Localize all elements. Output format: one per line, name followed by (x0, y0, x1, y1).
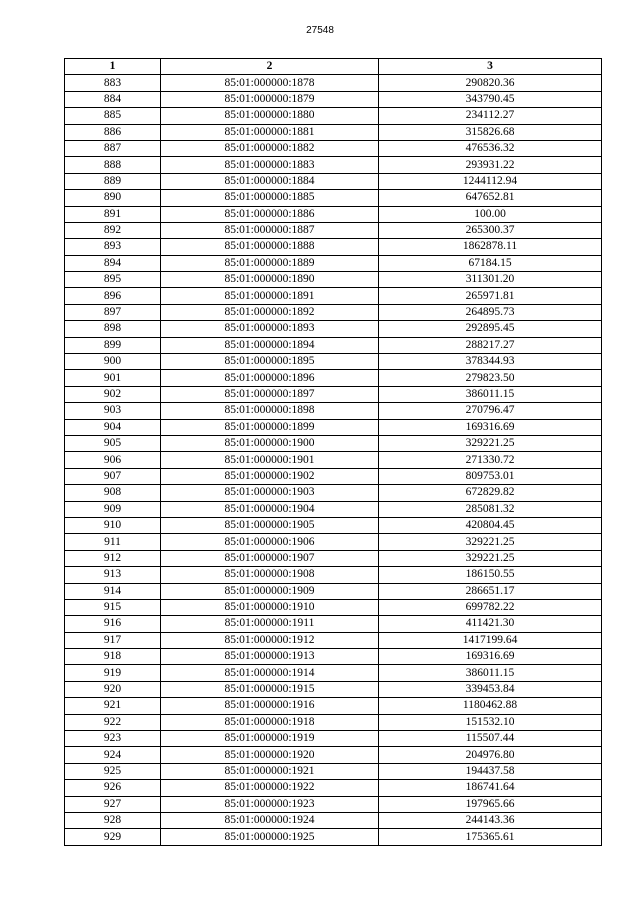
cadastral-number-cell: 85:01:000000:1910 (161, 599, 379, 615)
value-cell: 809753.01 (379, 468, 602, 484)
value-cell: 293931.22 (379, 157, 602, 173)
row-number-cell: 887 (65, 140, 161, 156)
table-row (65, 485, 602, 501)
table-row (65, 190, 602, 206)
table-row (65, 173, 602, 189)
cadastral-number-cell: 85:01:000000:1892 (161, 304, 379, 320)
row-number-cell: 908 (65, 485, 161, 501)
table-body (65, 75, 602, 845)
row-number-cell: 884 (65, 91, 161, 107)
cadastral-number-cell: 85:01:000000:1885 (161, 190, 379, 206)
value-cell: 270796.47 (379, 403, 602, 419)
cadastral-number-cell: 85:01:000000:1897 (161, 386, 379, 402)
row-number-cell: 903 (65, 403, 161, 419)
cadastral-number-cell: 85:01:000000:1921 (161, 763, 379, 779)
table-row (65, 140, 602, 156)
value-cell: 329221.25 (379, 550, 602, 566)
row-number-cell: 909 (65, 501, 161, 517)
cadastral-number-cell: 85:01:000000:1919 (161, 731, 379, 747)
table-row (65, 501, 602, 517)
value-cell: 329221.25 (379, 534, 602, 550)
row-number-cell: 924 (65, 747, 161, 763)
cadastral-number-cell: 85:01:000000:1903 (161, 485, 379, 501)
value-cell: 1862878.11 (379, 239, 602, 255)
table-row (65, 567, 602, 583)
row-number-cell: 915 (65, 599, 161, 615)
value-cell: 290820.36 (379, 75, 602, 91)
cadastral-number-cell: 85:01:000000:1889 (161, 255, 379, 271)
cadastral-number-cell: 85:01:000000:1886 (161, 206, 379, 222)
value-cell: 244143.36 (379, 812, 602, 828)
cadastral-number-cell: 85:01:000000:1895 (161, 354, 379, 370)
row-number-cell: 916 (65, 616, 161, 632)
table-row (65, 632, 602, 648)
cadastral-number-cell: 85:01:000000:1878 (161, 75, 379, 91)
value-cell: 378344.93 (379, 354, 602, 370)
value-cell: 279823.50 (379, 370, 602, 386)
table-row (65, 763, 602, 779)
value-cell: 265971.81 (379, 288, 602, 304)
cadastral-number-cell: 85:01:000000:1916 (161, 698, 379, 714)
table-row (65, 452, 602, 468)
value-cell: 151532.10 (379, 714, 602, 730)
table-row (65, 337, 602, 353)
table-row (65, 403, 602, 419)
column-header-1: 1 (65, 59, 161, 75)
cadastral-number-cell: 85:01:000000:1909 (161, 583, 379, 599)
row-number-cell: 911 (65, 534, 161, 550)
table-row (65, 796, 602, 812)
column-header-2: 2 (161, 59, 379, 75)
cadastral-number-cell: 85:01:000000:1911 (161, 616, 379, 632)
column-header-3: 3 (379, 59, 602, 75)
cadastral-number-cell: 85:01:000000:1883 (161, 157, 379, 173)
row-number-cell: 904 (65, 419, 161, 435)
table-row (65, 681, 602, 697)
cadastral-number-cell: 85:01:000000:1900 (161, 435, 379, 451)
value-cell: 343790.45 (379, 91, 602, 107)
cadastral-number-cell: 85:01:000000:1924 (161, 812, 379, 828)
cadastral-number-cell: 85:01:000000:1904 (161, 501, 379, 517)
table-row (65, 649, 602, 665)
row-number-cell: 926 (65, 780, 161, 796)
row-number-cell: 886 (65, 124, 161, 140)
table-row (65, 272, 602, 288)
row-number-cell: 927 (65, 796, 161, 812)
row-number-cell: 914 (65, 583, 161, 599)
header-row (65, 59, 602, 75)
cadastral-number-cell: 85:01:000000:1907 (161, 550, 379, 566)
cadastral-number-cell: 85:01:000000:1899 (161, 419, 379, 435)
row-number-cell: 929 (65, 829, 161, 845)
value-cell: 315826.68 (379, 124, 602, 140)
row-number-cell: 896 (65, 288, 161, 304)
data-table (64, 58, 602, 846)
table-row (65, 780, 602, 796)
table-row (65, 616, 602, 632)
row-number-cell: 921 (65, 698, 161, 714)
value-cell: 186741.64 (379, 780, 602, 796)
table-row (65, 714, 602, 730)
table-row (65, 534, 602, 550)
value-cell: 115507.44 (379, 731, 602, 747)
row-number-cell: 913 (65, 567, 161, 583)
row-number-cell: 895 (65, 272, 161, 288)
cadastral-number-cell: 85:01:000000:1891 (161, 288, 379, 304)
row-number-cell: 905 (65, 435, 161, 451)
row-number-cell: 917 (65, 632, 161, 648)
value-cell: 292895.45 (379, 321, 602, 337)
table-row (65, 288, 602, 304)
table-row (65, 468, 602, 484)
table-row (65, 550, 602, 566)
row-number-cell: 922 (65, 714, 161, 730)
table-row (65, 370, 602, 386)
row-number-cell: 923 (65, 731, 161, 747)
value-cell: 234112.27 (379, 108, 602, 124)
row-number-cell: 891 (65, 206, 161, 222)
cadastral-number-cell: 85:01:000000:1881 (161, 124, 379, 140)
cadastral-number-cell: 85:01:000000:1906 (161, 534, 379, 550)
value-cell: 1180462.88 (379, 698, 602, 714)
value-cell: 329221.25 (379, 435, 602, 451)
table-row (65, 157, 602, 173)
cadastral-number-cell: 85:01:000000:1894 (161, 337, 379, 353)
value-cell: 311301.20 (379, 272, 602, 288)
page-number: 27548 (306, 25, 334, 36)
row-number-cell: 907 (65, 468, 161, 484)
table-row (65, 108, 602, 124)
table-row (65, 255, 602, 271)
row-number-cell: 893 (65, 239, 161, 255)
cadastral-number-cell: 85:01:000000:1905 (161, 517, 379, 533)
cadastral-number-cell: 85:01:000000:1879 (161, 91, 379, 107)
row-number-cell: 892 (65, 222, 161, 238)
table-row (65, 321, 602, 337)
row-number-cell: 928 (65, 812, 161, 828)
cadastral-number-cell: 85:01:000000:1901 (161, 452, 379, 468)
table-row (65, 747, 602, 763)
cadastral-number-cell: 85:01:000000:1914 (161, 665, 379, 681)
cadastral-number-cell: 85:01:000000:1912 (161, 632, 379, 648)
table-row (65, 206, 602, 222)
value-cell: 386011.15 (379, 386, 602, 402)
row-number-cell: 901 (65, 370, 161, 386)
value-cell: 175365.61 (379, 829, 602, 845)
cadastral-number-cell: 85:01:000000:1925 (161, 829, 379, 845)
cadastral-number-cell: 85:01:000000:1922 (161, 780, 379, 796)
row-number-cell: 919 (65, 665, 161, 681)
value-cell: 288217.27 (379, 337, 602, 353)
value-cell: 169316.69 (379, 419, 602, 435)
table-row (65, 75, 602, 91)
value-cell: 194437.58 (379, 763, 602, 779)
cadastral-number-cell: 85:01:000000:1920 (161, 747, 379, 763)
row-number-cell: 894 (65, 255, 161, 271)
row-number-cell: 900 (65, 354, 161, 370)
cadastral-number-cell: 85:01:000000:1908 (161, 567, 379, 583)
value-cell: 411421.30 (379, 616, 602, 632)
cadastral-number-cell: 85:01:000000:1880 (161, 108, 379, 124)
row-number-cell: 890 (65, 190, 161, 206)
row-number-cell: 888 (65, 157, 161, 173)
table-row (65, 665, 602, 681)
table-row (65, 239, 602, 255)
value-cell: 672829.82 (379, 485, 602, 501)
value-cell: 1417199.64 (379, 632, 602, 648)
value-cell: 476536.32 (379, 140, 602, 156)
row-number-cell: 889 (65, 173, 161, 189)
cadastral-number-cell: 85:01:000000:1882 (161, 140, 379, 156)
cadastral-number-cell: 85:01:000000:1898 (161, 403, 379, 419)
row-number-cell: 910 (65, 517, 161, 533)
row-number-cell: 902 (65, 386, 161, 402)
value-cell: 186150.55 (379, 567, 602, 583)
row-number-cell: 897 (65, 304, 161, 320)
cadastral-number-cell: 85:01:000000:1888 (161, 239, 379, 255)
value-cell: 169316.69 (379, 649, 602, 665)
cadastral-number-cell: 85:01:000000:1887 (161, 222, 379, 238)
table-row (65, 386, 602, 402)
table-row (65, 222, 602, 238)
cadastral-number-cell: 85:01:000000:1915 (161, 681, 379, 697)
value-cell: 339453.84 (379, 681, 602, 697)
table-row (65, 304, 602, 320)
table-row (65, 731, 602, 747)
table-row (65, 435, 602, 451)
row-number-cell: 918 (65, 649, 161, 665)
row-number-cell: 885 (65, 108, 161, 124)
value-cell: 386011.15 (379, 665, 602, 681)
value-cell: 264895.73 (379, 304, 602, 320)
cadastral-number-cell: 85:01:000000:1896 (161, 370, 379, 386)
cadastral-number-cell: 85:01:000000:1884 (161, 173, 379, 189)
row-number-cell: 898 (65, 321, 161, 337)
value-cell: 286651.17 (379, 583, 602, 599)
value-cell: 647652.81 (379, 190, 602, 206)
row-number-cell: 883 (65, 75, 161, 91)
cadastral-number-cell: 85:01:000000:1902 (161, 468, 379, 484)
row-number-cell: 920 (65, 681, 161, 697)
table-row (65, 124, 602, 140)
value-cell: 67184.15 (379, 255, 602, 271)
table-row (65, 698, 602, 714)
value-cell: 197965.66 (379, 796, 602, 812)
row-number-cell: 906 (65, 452, 161, 468)
value-cell: 285081.32 (379, 501, 602, 517)
row-number-cell: 925 (65, 763, 161, 779)
cadastral-number-cell: 85:01:000000:1918 (161, 714, 379, 730)
value-cell: 699782.22 (379, 599, 602, 615)
value-cell: 1244112.94 (379, 173, 602, 189)
cadastral-number-cell: 85:01:000000:1923 (161, 796, 379, 812)
table-row (65, 517, 602, 533)
cadastral-number-cell: 85:01:000000:1913 (161, 649, 379, 665)
row-number-cell: 899 (65, 337, 161, 353)
table-row (65, 354, 602, 370)
value-cell: 265300.37 (379, 222, 602, 238)
table-row (65, 829, 602, 845)
table-row (65, 599, 602, 615)
value-cell: 271330.72 (379, 452, 602, 468)
table-row (65, 91, 602, 107)
table-row (65, 812, 602, 828)
row-number-cell: 912 (65, 550, 161, 566)
cadastral-number-cell: 85:01:000000:1893 (161, 321, 379, 337)
cadastral-number-cell: 85:01:000000:1890 (161, 272, 379, 288)
table-row (65, 419, 602, 435)
value-cell: 420804.45 (379, 517, 602, 533)
table-header (65, 59, 602, 75)
table-row (65, 583, 602, 599)
value-cell: 204976.80 (379, 747, 602, 763)
value-cell: 100.00 (379, 206, 602, 222)
